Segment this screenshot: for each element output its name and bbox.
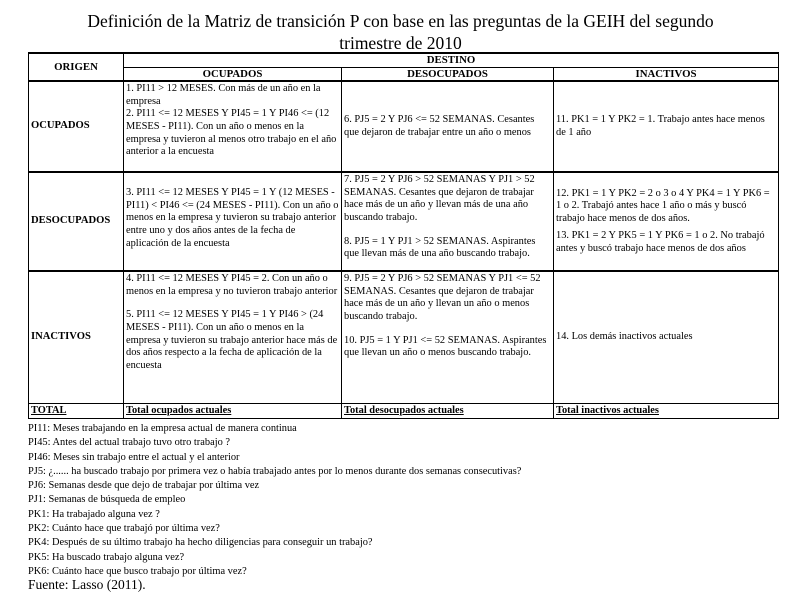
- table-row: [29, 172, 779, 271]
- total-inactivos: Total inactivos actuales: [554, 403, 779, 419]
- cell-desocup-desocup: [342, 172, 554, 271]
- rule-text: 14. Los demás inactivos actuales: [556, 331, 693, 343]
- variable-notes: [28, 422, 788, 579]
- destino-header: DESTINO: [124, 53, 779, 67]
- table-row: [29, 271, 779, 403]
- document-title: [0, 10, 801, 54]
- row-label-desocupados: DESOCUPADOS: [29, 172, 124, 271]
- cell-ocup-ocup: [124, 81, 342, 172]
- cell-desocup-inact: [554, 172, 779, 271]
- transition-matrix-table: [28, 52, 779, 419]
- rule-text: 6. PJ5 = 2 Y PJ6 <= 52 SEMANAS. Cesantes que dejaron de trabajar entre un año o menos: [344, 114, 535, 138]
- col-header-ocupados: OCUPADOS: [124, 67, 342, 81]
- title-line-2: trimestre de 2010: [339, 33, 462, 53]
- cell-inact-inact: [554, 271, 779, 403]
- rule-text: 8. PJ5 = 1 Y PJ1 > 52 SEMANAS. Aspirantes que llevan más de una año buscando trabajo.: [344, 235, 536, 260]
- note-line: PK5: Ha buscado trabajo alguna vez?: [28, 551, 185, 563]
- note-line: PI46: Meses sin trabajo entre el actual y el anterior: [28, 451, 240, 463]
- note-line: PK1: Ha trabajado alguna vez ?: [28, 508, 160, 520]
- total-ocupados: Total ocupados actuales: [124, 403, 342, 419]
- rule-text: 11. PK1 = 1 Y PK2 = 1. Trabajo antes hace menos de 1 año: [556, 114, 765, 138]
- origin-header: ORIGEN: [29, 53, 124, 81]
- cell-desocup-ocup: [124, 172, 342, 271]
- rule-text: 4. PI11 <= 12 MESES Y PI45 = 2. Con un año o menos en la empresa y no tuvieron trabajo anterior: [126, 273, 338, 297]
- cell-inact-ocup: [124, 271, 342, 403]
- table-row: [29, 81, 779, 172]
- note-line: PK6: Cuánto hace que busco trabajo por última vez?: [28, 565, 247, 577]
- rule-text: 9. PJ5 = 2 Y PJ6 > 52 SEMANAS Y PJ1 <= 52 SEMANAS. Cesantes que dejaron de trabajar hace más de un año y llevan un año o menos buscando trabajo.: [344, 273, 541, 322]
- total-desocupados: Total desocupados actuales: [342, 403, 554, 419]
- source-citation: Fuente: Lasso (2011).: [28, 577, 146, 592]
- cell-ocup-desocup: [342, 81, 554, 172]
- total-row: [29, 403, 779, 419]
- rule-text: 5. PI11 <= 12 MESES Y PI45 = 1 Y PI46 > (24 MESES - PI11). Con un año o menos en la empresa y tuvieron su trabajo anterior hace más de dos años respecto a la fecha de aplicación de la encuesta: [126, 309, 338, 371]
- rule-text: 12. PK1 = 1 Y PK2 = 2 o 3 o 4 Y PK4 = 1 Y PK6 = 1 o 2. Trabajó antes hace 1 año o más y buscó trabajo hace menos de dos años.: [556, 187, 770, 224]
- note-line: PK4: Después de su último trabajo ha hecho diligencias para conseguir un trabajo?: [28, 537, 373, 549]
- cell-inact-desocup: [342, 271, 554, 403]
- row-label-ocupados: OCUPADOS: [29, 81, 124, 172]
- total-label: TOTAL: [29, 403, 124, 419]
- rule-text: 2. PI11 <= 12 MESES Y PI45 = 1 Y PI46 <= (12 MESES - PI11). Con un año o menos en la empresa y tuvieron al menos otro trabajo en el año anterior a la encuesta: [126, 108, 337, 158]
- row-label-inactivos: INACTIVOS: [29, 271, 124, 403]
- col-header-inactivos: INACTIVOS: [554, 67, 779, 81]
- title-line-1: Definición de la Matriz de transición P con base en las preguntas de la GEIH del segundo: [87, 11, 714, 31]
- note-line: PJ5: ¿...... ha buscado trabajo por primera vez o había trabajado antes por lo menos durante dos semanas consecutivas?: [28, 465, 522, 477]
- rule-text: 3. PI11 <= 12 MESES Y PI45 = 1 Y (12 MESES - PI11) < PI46 <= (24 MESES - PI11). Con un año o menos en la empresa y tuvieron su trabajo anterior entre uno y dos años antes de la fecha de aplicación de la encuesta: [126, 187, 339, 249]
- note-line: PI11: Meses trabajando en la empresa actual de manera continua: [28, 423, 297, 434]
- note-line: PK2: Cuánto hace que trabajó por última vez?: [28, 523, 220, 535]
- cell-ocup-inact: [554, 81, 779, 172]
- rule-text: 1. PI11 > 12 MESES. Con más de un año en la empresa: [126, 83, 321, 107]
- note-line: PI45: Antes del actual trabajo tuvo otro trabajo ?: [28, 437, 230, 449]
- rule-text: 7. PJ5 = 2 Y PJ6 > 52 SEMANAS Y PJ1 > 52 SEMANAS. Cesantes que dejaron de trabajar hace más de un año y llevan más de una año buscando trabajo.: [344, 174, 535, 223]
- note-line: PJ1: Semanas de búsqueda de empleo: [28, 494, 186, 506]
- rule-text: 13. PK1 = 2 Y PK5 = 1 Y PK6 = 1 o 2. No trabajó antes y buscó trabajo hace menos de dos años: [556, 230, 765, 255]
- note-line: PJ6: Semanas desde que dejo de trabajar por última vez: [28, 480, 260, 492]
- col-header-desocupados: DESOCUPADOS: [342, 67, 554, 81]
- rule-text: 10. PJ5 = 1 Y PJ1 <= 52 SEMANAS. Aspirantes que llevan un año o menos buscando trabajo.: [344, 334, 547, 359]
